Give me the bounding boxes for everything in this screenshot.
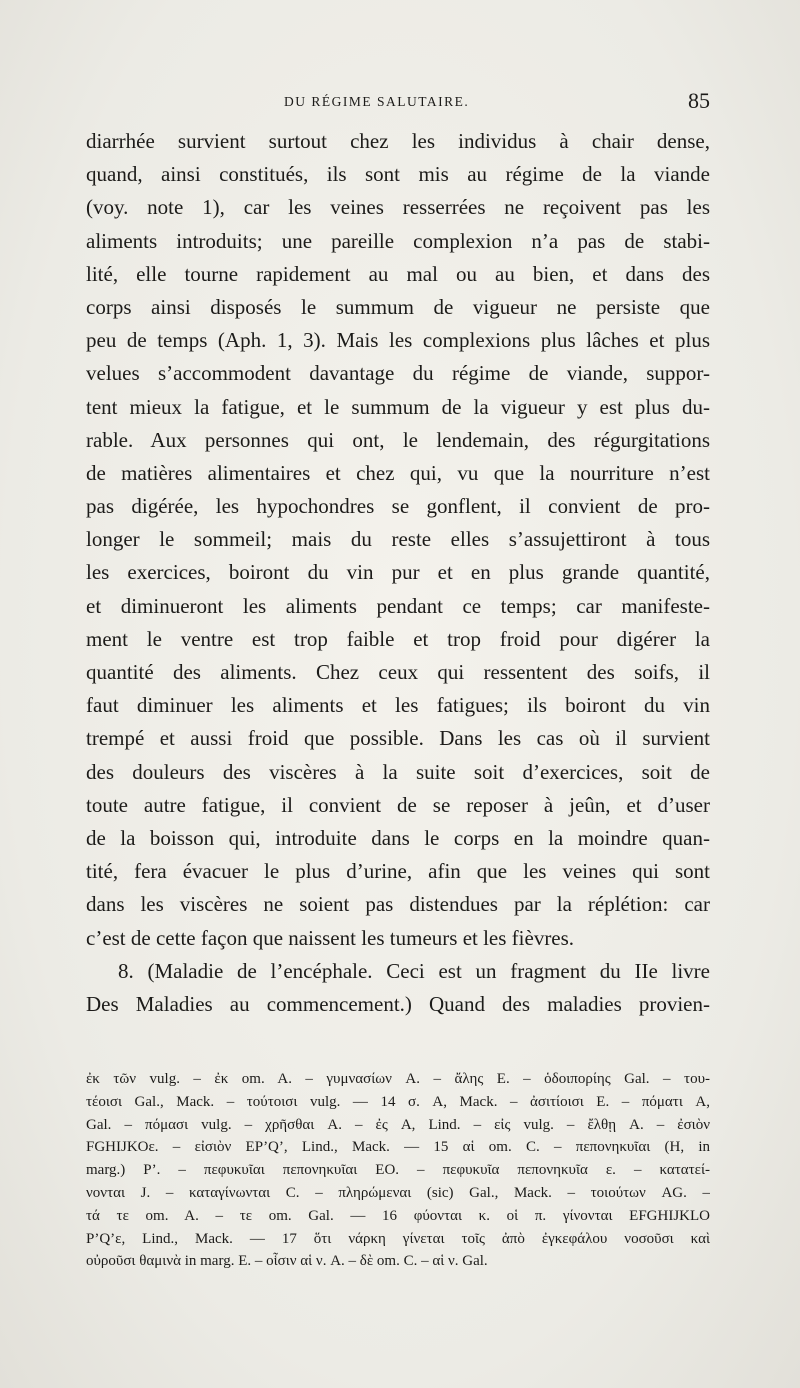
text-line: tité, fera évacuer le plus d’urine, afin que les veines qui sont (86, 859, 710, 884)
text-line: c’est de cette façon que naissent les tumeurs et les fièvres. (86, 925, 575, 950)
footnote-line: τά τε om. A. – τε om. Gal. — 16 φύονται κ. οἱ π. γίνονται EFGHIJKLO (86, 1207, 710, 1224)
footnote-line: P’Q’ε, Lind., Mack. — 17 ὅτι νάρκη γίνεται τοῖς ἀπὸ ἐγκεφάλου νοσοῦσι καὶ (86, 1230, 710, 1247)
text-line: quand, ainsi constitués, ils sont mis au régime de la viande (86, 162, 710, 187)
text-line: des douleurs des viscères à la suite soit d’exercices, soit de (86, 759, 710, 784)
text-line: lité, elle tourne rapidement au mal ou au bien, et dans des (86, 261, 710, 286)
text-line: de la boisson qui, introduite dans le corps en la moindre quan- (86, 825, 710, 850)
text-line: faut diminuer les aliments et les fatigues; ils boiront du vin (86, 693, 710, 718)
text-line: (voy. note 1), car les veines resserrées ne reçoivent pas les (86, 195, 710, 220)
text-line: rable. Aux personnes qui ont, le lendemain, des régurgitations (86, 427, 710, 452)
text-line: diarrhée survient surtout chez les individus à chair dense, (86, 129, 710, 153)
text-line: peu de temps (Aph. 1, 3). Mais les complexions plus lâches et plus (86, 328, 710, 353)
section-heading-line: 8. (Maladie de l’encéphale. Ceci est un fragment du IIe livre (118, 958, 710, 983)
text-line: tent mieux la fatigue, et le summum de la vigueur y est plus du- (86, 394, 710, 419)
text-line: les exercices, boiront du vin pur et en plus grande quantité, (86, 560, 710, 585)
text-line: et diminueront les aliments pendant ce temps; car manifeste- (86, 593, 710, 618)
text-line: longer le sommeil; mais du reste elles s’assujettiront à tous (86, 527, 710, 552)
text-line: dans les viscères ne soient pas distendues par la réplétion: car (86, 892, 710, 917)
text-line: Des Maladies au commencement.) Quand des maladies provien- (86, 991, 710, 1016)
text-line: corps ainsi disposés le summum de vigueur ne persiste que (86, 294, 710, 319)
text-line: velues s’accommodent davantage du régime de viande, suppor- (86, 361, 710, 386)
footnote-line: νονται J. – καταγίνωνται C. – πληρώμεναι (sic) Gal., Mack. – τοιούτων AG. – (86, 1184, 710, 1201)
footnote-line: marg.) P’. – πεφυκυῖαι πεπονηκυῖαι EO. – πεφυκυῖα πεπονηκυῖα ε. – κατατεί- (86, 1162, 710, 1179)
text-line: toute autre fatigue, il convient de se reposer à jeûn, et d’user (86, 792, 710, 817)
text-line: trempé et aussi froid que possible. Dans les cas où il survient (86, 726, 710, 751)
text-line: ment le ventre est trop faible et trop froid pour digérer la (86, 626, 710, 651)
text-line: quantité des aliments. Chez ceux qui ressentent des soifs, il (86, 660, 710, 684)
text-line: de matières alimentaires et chez qui, vu que la nourriture n’est (86, 460, 710, 485)
footnote-line: FGHIJKOε. – εἰσιὸν EP’Q’, Lind., Mack. — 15 αἱ om. C. – πεπονηκυῖαι (H, in (86, 1139, 710, 1156)
text-line: pas digérée, les hypochondres se gonflent, il convient de pro- (86, 494, 710, 519)
page-header (86, 90, 710, 118)
footnotes (86, 1068, 710, 1273)
footnote-line: ἐκ τῶν vulg. – ἐκ om. A. – γυμνασίων A. – ἄλης E. – ὁδοιπορίης Gal. – του- (86, 1071, 710, 1087)
main-text (86, 125, 710, 1021)
footnote-line: τέοισι Gal., Mack. – τούτοισι vulg. — 14 σ. A, Mack. – ἀσιτίοισι E. – πόματι A, (86, 1093, 710, 1110)
footnote-line: Gal. – πόμασι vulg. – χρῆσθαι A. – ἐς A, Lind. – εἰς vulg. – ἔλθῃ A. – ἐσιὸν (86, 1116, 710, 1133)
footnote-line: οὐροῦσι θαμινὰ in marg. E. – οἷσιν αἱ ν. A. – δὲ om. C. – αἱ ν. Gal. (86, 1253, 488, 1270)
text-line: aliments introduits; une pareille complexion n’a pas de stabi- (86, 228, 710, 253)
running-head: DU RÉGIME SALUTAIRE. (284, 94, 470, 109)
page-number: 85 (688, 88, 710, 113)
